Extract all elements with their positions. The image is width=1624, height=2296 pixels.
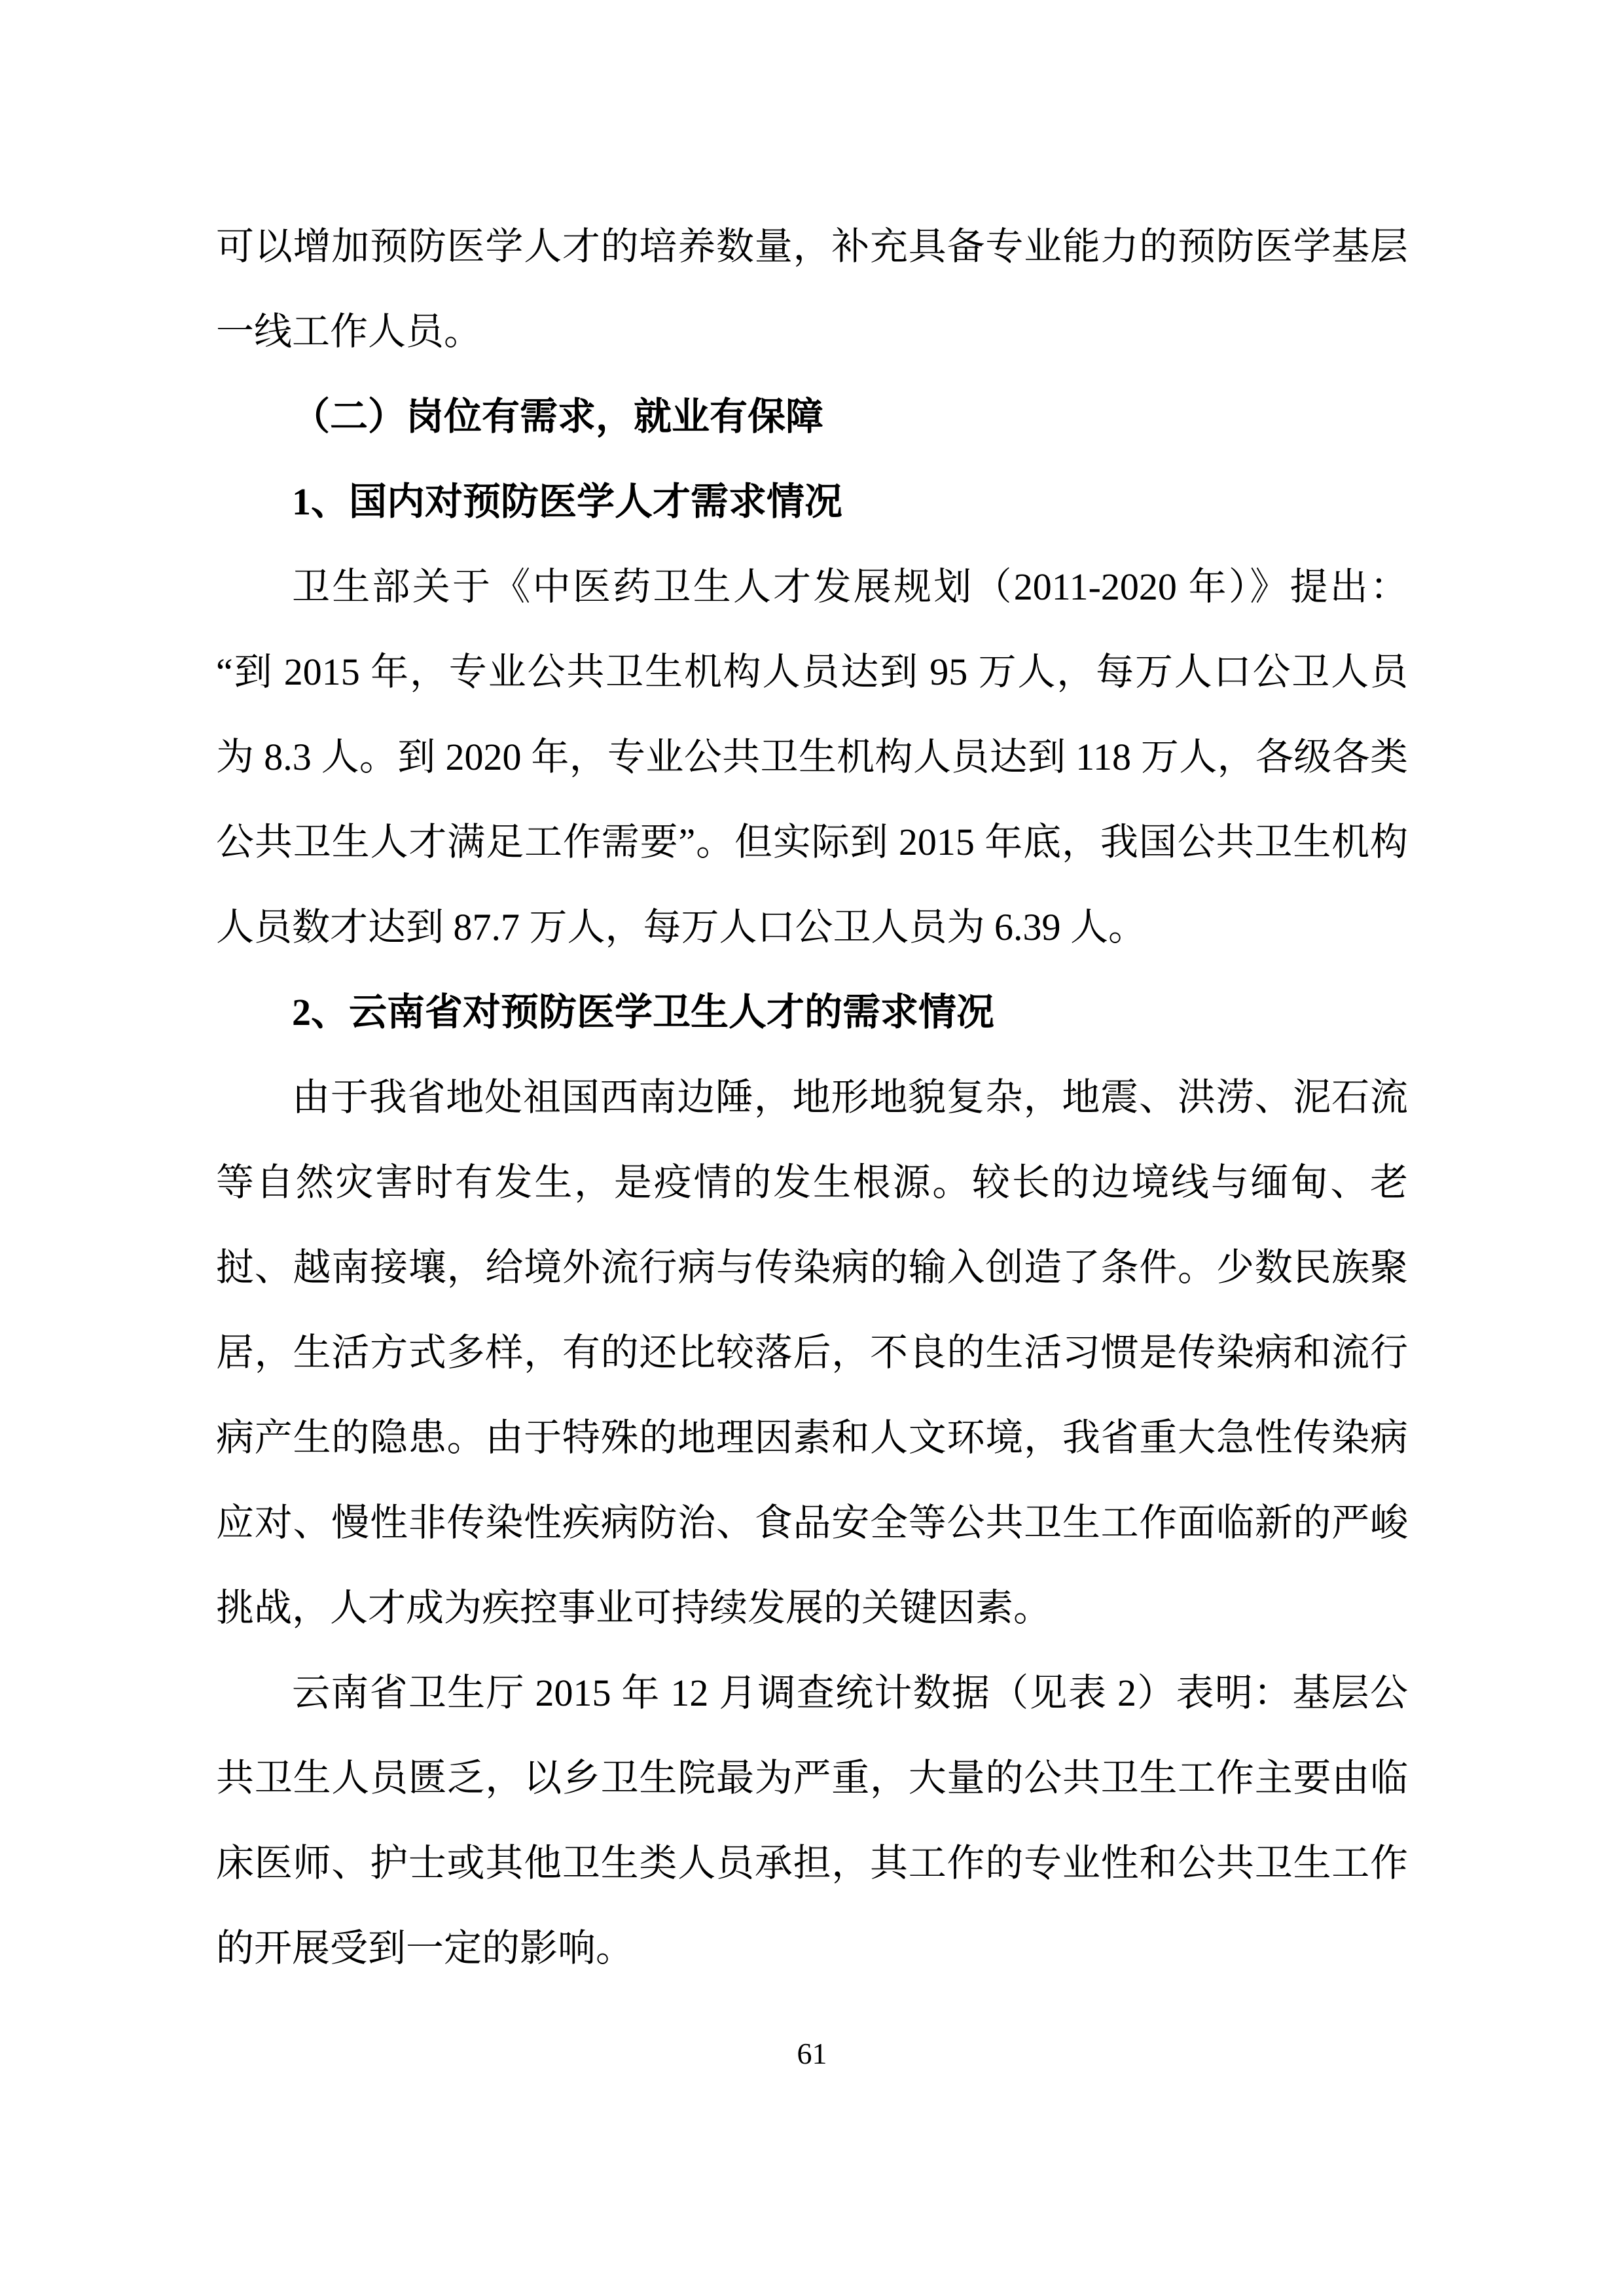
paragraph-yunnan-context: 由于我省地处祖国西南边陲，地形地貌复杂，地震、洪涝、泥石流等自然灾害时有发生，是疫情的发生根源。较长的边境线与缅甸、老挝、越南接壤，给境外流行病与传染病的输入创造了条件。少数民族聚居，生活方式多样，有的还比较落后，不良的生活习惯是传染病和流行病产生的隐患。由于特殊的地理因素和人文环境，我省重大急性传染病应对、慢性非传染性疾病防治、食品安全等公共卫生工作面临新的严峻挑战，人才成为疾控事业可持续发展的关键因素。 xyxy=(216,1076,1408,1629)
paragraph-continuation: 可以增加预防医学人才的培养数量，补充具备专业能力的预防医学基层一线工作人员。 xyxy=(216,225,1408,353)
subsection-heading-1: 1、国内对预防医学人才需求情况 xyxy=(292,480,843,523)
paragraph-survey-data: 云南省卫生厅 2015 年 12 月调查统计数据（见表 2）表明：基层公共卫生人员匮乏，以乡卫生院最为严重，大量的公共卫生工作主要由临床医师、护士或其他卫生类人员承担，其工作的专业性和公共卫生工作的开展受到一定的影响。 xyxy=(216,1672,1408,1969)
section-heading-2: （二）岗位有需求，就业有保障 xyxy=(292,395,824,438)
paragraph-national-demand: 卫生部关于《中医药卫生人才发展规划（2011-2020 年）》提出：“到 2015 年，专业公共卫生机构人员达到 95 万人，每万人口公卫人员为 8.3 人。到 2020 年，专业公共卫生机构人员达到 118 万人，各级各类公共卫生人才满足工作需要”。但实际到 2015 年底，我国公共卫生机构人员数才达到 87.7 万人，每万人口公卫人员为 6.39 人。 xyxy=(216,565,1408,948)
subsection-heading-2: 2、云南省对预防医学卫生人才的需求情况 xyxy=(292,991,995,1033)
page-number: 61 xyxy=(797,2037,827,2070)
